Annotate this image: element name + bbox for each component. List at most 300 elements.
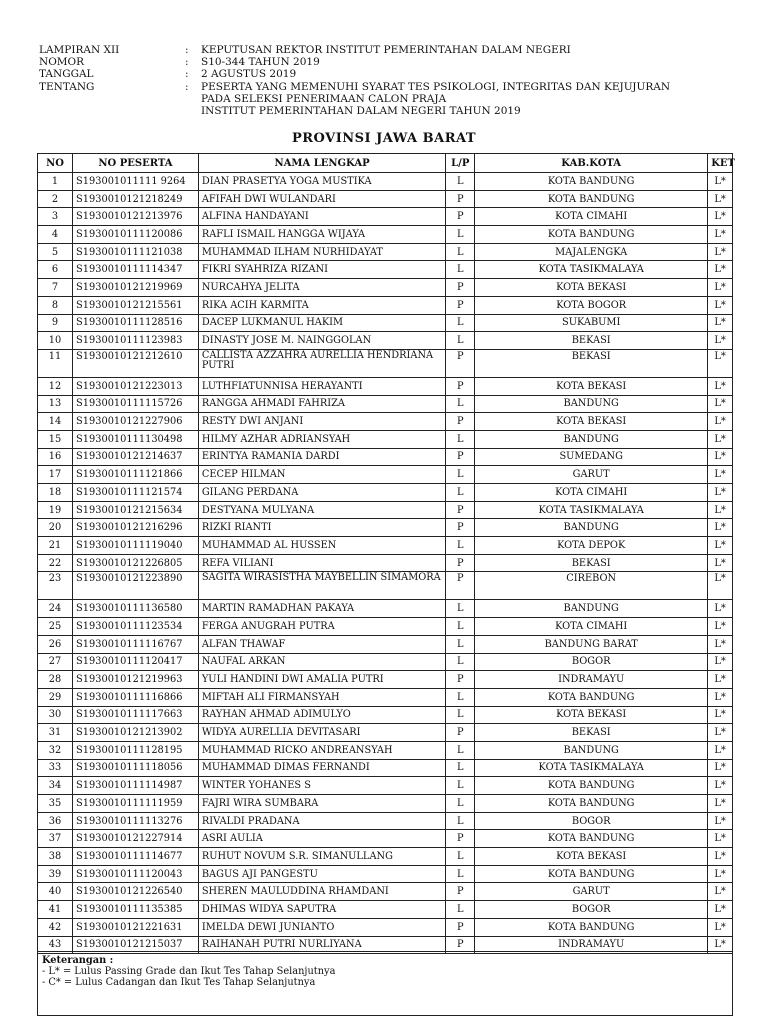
cell-nama: REFA VILIANI	[198, 554, 445, 572]
cell-nama: AFIFAH DWI WULANDARI	[198, 190, 445, 208]
cell-kab-kota: BANDUNG BARAT	[475, 635, 708, 653]
cell-ket: L*	[708, 173, 733, 191]
cell-no: 4	[38, 226, 73, 244]
cell-nama: ALFAN THAWAF	[198, 635, 445, 653]
table-row	[38, 572, 733, 600]
cell-nama: GILANG PERDANA	[198, 484, 445, 502]
cell-nama: RIZKI RIANTI	[198, 519, 445, 537]
cell-nama: DHIMAS WIDYA SAPUTRA	[198, 901, 445, 919]
cell-kab-kota: KOTA BEKASI	[475, 848, 708, 866]
cell-no: 41	[38, 901, 73, 919]
table-row	[38, 349, 733, 377]
cell-no-peserta: S1930010111128195	[73, 741, 199, 759]
cell-ket: L*	[708, 777, 733, 795]
cell-lp: P	[446, 190, 475, 208]
cell-no-peserta: S1930010111121574	[73, 484, 199, 502]
cell-kab-kota: BOGOR	[475, 653, 708, 671]
cell-no-peserta: S1930010121226805	[73, 554, 199, 572]
cell-kab-kota: KOTA BEKASI	[475, 279, 708, 297]
cell-no-peserta: S1930010111121866	[73, 466, 199, 484]
table-row	[38, 688, 733, 706]
cell-nama: NURCAHYA JELITA	[198, 279, 445, 297]
cell-nama: ASRI AULIA	[198, 830, 445, 848]
cell-lp: P	[446, 296, 475, 314]
cell-no: 7	[38, 279, 73, 297]
cell-kab-kota: INDRAMAYU	[475, 671, 708, 689]
cell-no-peserta: S1930010111136580	[73, 600, 199, 618]
table-row	[38, 848, 733, 866]
cell-no: 21	[38, 537, 73, 555]
column-header-ket: KET	[708, 154, 733, 173]
table-row	[38, 466, 733, 484]
header-row-nomor	[39, 56, 739, 68]
table-row	[38, 243, 733, 261]
cell-lp: L	[446, 777, 475, 795]
cell-no: 43	[38, 936, 73, 954]
cell-lp: P	[446, 883, 475, 901]
cell-no-peserta: S1930010121219969	[73, 279, 199, 297]
cell-nama: RIKA ACIH KARMITA	[198, 296, 445, 314]
cell-lp: L	[446, 635, 475, 653]
cell-kab-kota: BEKASI	[475, 724, 708, 742]
cell-no: 33	[38, 759, 73, 777]
table-row	[38, 635, 733, 653]
cell-lp: L	[446, 688, 475, 706]
cell-nama: WIDYA AURELLIA DEVITASARI	[198, 724, 445, 742]
cell-lp: L	[446, 314, 475, 332]
table-row	[38, 519, 733, 537]
cell-lp: P	[446, 936, 475, 954]
cell-no: 24	[38, 600, 73, 618]
cell-kab-kota: KOTA TASIKMALAYA	[475, 261, 708, 279]
cell-nama: LUTHFIATUNNISA HERAYANTI	[198, 377, 445, 395]
cell-no: 9	[38, 314, 73, 332]
cell-nama: RANGGA AHMADI FAHRIZA	[198, 395, 445, 413]
cell-no: 29	[38, 688, 73, 706]
cell-kab-kota: KOTA BANDUNG	[475, 190, 708, 208]
header-row-lampiran	[39, 44, 739, 56]
cell-ket: L*	[708, 830, 733, 848]
cell-ket: L*	[708, 688, 733, 706]
cell-nama: CALLISTA AZZAHRA AURELLIA HENDRIANA PUTRI	[198, 349, 445, 377]
cell-nama: MUHAMMAD ILHAM NURHIDAYAT	[198, 243, 445, 261]
cell-no: 34	[38, 777, 73, 795]
cell-kab-kota: KOTA BEKASI	[475, 377, 708, 395]
cell-no: 38	[38, 848, 73, 866]
cell-ket: L*	[708, 261, 733, 279]
table-row	[38, 554, 733, 572]
cell-kab-kota: MAJALENGKA	[475, 243, 708, 261]
table-body	[38, 173, 733, 954]
cell-lp: L	[446, 332, 475, 350]
cell-lp: P	[446, 208, 475, 226]
cell-no: 25	[38, 618, 73, 636]
cell-nama: DINASTY JOSE M. NAINGGOLAN	[198, 332, 445, 350]
cell-kab-kota: KOTA BEKASI	[475, 413, 708, 431]
cell-kab-kota: KOTA BEKASI	[475, 706, 708, 724]
cell-ket: L*	[708, 653, 733, 671]
cell-kab-kota: INDRAMAYU	[475, 936, 708, 954]
column-header-nama: NAMA LENGKAP	[198, 154, 445, 173]
cell-lp: P	[446, 918, 475, 936]
header-row-tentang	[39, 81, 739, 118]
cell-kab-kota: KOTA BANDUNG	[475, 777, 708, 795]
table-row	[38, 777, 733, 795]
cell-kab-kota: BANDUNG	[475, 519, 708, 537]
header-row-tanggal	[39, 68, 739, 80]
cell-ket: L*	[708, 296, 733, 314]
cell-ket: L*	[708, 519, 733, 537]
cell-ket: L*	[708, 377, 733, 395]
cell-lp: P	[446, 554, 475, 572]
document-header	[39, 44, 739, 117]
cell-lp: P	[446, 830, 475, 848]
table-row	[38, 883, 733, 901]
header-label: TANGGAL	[39, 68, 94, 81]
cell-kab-kota: BANDUNG	[475, 395, 708, 413]
cell-no-peserta: S1930010121215037	[73, 936, 199, 954]
cell-lp: L	[446, 261, 475, 279]
cell-kab-kota: KOTA TASIKMALAYA	[475, 759, 708, 777]
header-colon: :	[185, 80, 189, 93]
cell-lp: L	[446, 812, 475, 830]
cell-no: 27	[38, 653, 73, 671]
cell-lp: P	[446, 413, 475, 431]
cell-kab-kota: BANDUNG	[475, 600, 708, 618]
cell-lp: L	[446, 759, 475, 777]
cell-lp: P	[446, 724, 475, 742]
cell-no: 31	[38, 724, 73, 742]
cell-nama: SHEREN MAULUDDINA RHAMDANI	[198, 883, 445, 901]
table-row	[38, 332, 733, 350]
cell-nama: FIKRI SYAHRIZA RIZANI	[198, 261, 445, 279]
cell-kab-kota: BEKASI	[475, 554, 708, 572]
cell-lp: L	[446, 865, 475, 883]
cell-lp: L	[446, 741, 475, 759]
cell-kab-kota: KOTA BANDUNG	[475, 226, 708, 244]
header-label: LAMPIRAN XII	[39, 44, 120, 56]
table-row	[38, 208, 733, 226]
cell-kab-kota: BEKASI	[475, 332, 708, 350]
cell-no: 37	[38, 830, 73, 848]
cell-no-peserta: S1930010121215634	[73, 501, 199, 519]
cell-kab-kota: BANDUNG	[475, 741, 708, 759]
cell-no-peserta: S1930010121221631	[73, 918, 199, 936]
cell-no-peserta: S1930010111121038	[73, 243, 199, 261]
notes-line: - L* = Lulus Passing Grade dan Ikut Tes Tahap Selanjutnya	[42, 966, 336, 977]
cell-no-peserta: S1930010121219963	[73, 671, 199, 689]
table-row	[38, 653, 733, 671]
cell-lp: L	[446, 795, 475, 813]
table-row	[38, 430, 733, 448]
page-title: PROVINSI JAWA BARAT	[291, 131, 477, 146]
cell-nama: MUHAMMAD RICKO ANDREANSYAH	[198, 741, 445, 759]
cell-lp: P	[446, 448, 475, 466]
cell-no-peserta: S1930010121223890	[73, 572, 199, 600]
cell-nama: MUHAMMAD AL HUSSEN	[198, 537, 445, 555]
cell-no-peserta: S1930010111111959	[73, 795, 199, 813]
cell-nama: RUHUT NOVUM S.R. SIMANULLANG	[198, 848, 445, 866]
cell-no: 35	[38, 795, 73, 813]
cell-no: 8	[38, 296, 73, 314]
cell-ket: L*	[708, 848, 733, 866]
cell-no-peserta: S1930010111120086	[73, 226, 199, 244]
cell-ket: L*	[708, 466, 733, 484]
cell-nama: NAUFAL ARKAN	[198, 653, 445, 671]
cell-lp: L	[446, 430, 475, 448]
cell-no: 42	[38, 918, 73, 936]
cell-kab-kota: KOTA BANDUNG	[475, 865, 708, 883]
cell-kab-kota: BOGOR	[475, 812, 708, 830]
table-row	[38, 671, 733, 689]
cell-kab-kota: KOTA CIMAHI	[475, 208, 708, 226]
cell-lp: L	[446, 243, 475, 261]
cell-no: 15	[38, 430, 73, 448]
cell-no: 23	[38, 572, 73, 600]
header-value: KEPUTUSAN REKTOR INSTITUT PEMERINTAHAN DALAM NEGERI	[201, 44, 571, 56]
cell-lp: L	[446, 466, 475, 484]
cell-ket: L*	[708, 883, 733, 901]
header-value: S10-344 TAHUN 2019	[201, 56, 320, 69]
table-row	[38, 618, 733, 636]
cell-no: 26	[38, 635, 73, 653]
cell-lp: L	[446, 653, 475, 671]
cell-ket: L*	[708, 759, 733, 777]
cell-nama: BAGUS AJI PANGESTU	[198, 865, 445, 883]
table-row	[38, 830, 733, 848]
cell-lp: L	[446, 600, 475, 618]
cell-no-peserta: S1930010121226540	[73, 883, 199, 901]
cell-ket: L*	[708, 332, 733, 350]
cell-no-peserta: S1930010121227906	[73, 413, 199, 431]
column-header-no: NO	[38, 154, 73, 173]
cell-kab-kota: KOTA DEPOK	[475, 537, 708, 555]
cell-no-peserta: S1930010111135385	[73, 901, 199, 919]
cell-kab-kota: CIREBON	[475, 572, 708, 600]
cell-kab-kota: SUKABUMI	[475, 314, 708, 332]
cell-lp: L	[446, 901, 475, 919]
table-row	[38, 314, 733, 332]
cell-no: 16	[38, 448, 73, 466]
table-row	[38, 296, 733, 314]
cell-kab-kota: KOTA BANDUNG	[475, 918, 708, 936]
cell-no: 1	[38, 173, 73, 191]
header-colon: :	[185, 56, 189, 69]
cell-nama: MUHAMMAD DIMAS FERNANDI	[198, 759, 445, 777]
cell-no: 2	[38, 190, 73, 208]
cell-no: 39	[38, 865, 73, 883]
table-row	[38, 190, 733, 208]
cell-no: 13	[38, 395, 73, 413]
cell-no-peserta: S1930010121212610	[73, 349, 199, 377]
column-header-no-peserta: NO PESERTA	[73, 154, 199, 173]
cell-nama: DESTYANA MULYANA	[198, 501, 445, 519]
cell-no: 14	[38, 413, 73, 431]
table-row	[38, 484, 733, 502]
cell-lp: P	[446, 572, 475, 600]
cell-no: 18	[38, 484, 73, 502]
cell-lp: L	[446, 706, 475, 724]
table-row	[38, 741, 733, 759]
table-row	[38, 901, 733, 919]
cell-ket: L*	[708, 936, 733, 954]
tentang-line-3: INSTITUT PEMERINTAHAN DALAM NEGERI TAHUN 2019	[201, 105, 521, 118]
cell-ket: L*	[708, 918, 733, 936]
cell-ket: L*	[708, 635, 733, 653]
cell-no-peserta: S1930010111116866	[73, 688, 199, 706]
cell-ket: L*	[708, 554, 733, 572]
cell-no-peserta: S1930010121213976	[73, 208, 199, 226]
cell-no: 28	[38, 671, 73, 689]
table-row	[38, 377, 733, 395]
cell-no-peserta: S1930010111113276	[73, 812, 199, 830]
table-row	[38, 261, 733, 279]
cell-lp: P	[446, 279, 475, 297]
cell-ket: L*	[708, 724, 733, 742]
cell-ket: L*	[708, 190, 733, 208]
table-row	[38, 501, 733, 519]
cell-kab-kota: GARUT	[475, 466, 708, 484]
table-row	[38, 795, 733, 813]
cell-ket: L*	[708, 279, 733, 297]
header-label: NOMOR	[39, 56, 85, 69]
cell-kab-kota: BEKASI	[475, 349, 708, 377]
cell-ket: L*	[708, 901, 733, 919]
cell-lp: L	[446, 537, 475, 555]
cell-ket: L*	[708, 671, 733, 689]
cell-no-peserta: S1930010111128516	[73, 314, 199, 332]
cell-no-peserta: S1930010111114987	[73, 777, 199, 795]
cell-kab-kota: GARUT	[475, 883, 708, 901]
column-header-lp: L/P	[446, 154, 475, 173]
cell-kab-kota: SUMEDANG	[475, 448, 708, 466]
cell-nama: FERGA ANUGRAH PUTRA	[198, 618, 445, 636]
cell-no: 32	[38, 741, 73, 759]
table-header-row	[38, 154, 733, 173]
cell-no-peserta: S1930010111118056	[73, 759, 199, 777]
cell-nama: WINTER YOHANES S	[198, 777, 445, 795]
cell-no: 6	[38, 261, 73, 279]
cell-no: 22	[38, 554, 73, 572]
cell-ket: L*	[708, 537, 733, 555]
table-row	[38, 918, 733, 936]
cell-kab-kota: KOTA BANDUNG	[475, 795, 708, 813]
cell-no-peserta: S1930010111123983	[73, 332, 199, 350]
table-row	[38, 759, 733, 777]
participant-table	[37, 153, 733, 954]
cell-no: 3	[38, 208, 73, 226]
cell-no-peserta: S1930010111120043	[73, 865, 199, 883]
cell-nama: IMELDA DEWI JUNIANTO	[198, 918, 445, 936]
cell-lp: L	[446, 395, 475, 413]
cell-lp: L	[446, 173, 475, 191]
tentang-line-2: PADA SELEKSI PENERIMAAN CALON PRAJA	[201, 92, 447, 105]
cell-no: 17	[38, 466, 73, 484]
cell-ket: L*	[708, 706, 733, 724]
table-row	[38, 173, 733, 191]
cell-ket: L*	[708, 448, 733, 466]
cell-nama: ERINTYA RAMANIA DARDI	[198, 448, 445, 466]
table-row	[38, 226, 733, 244]
cell-no: 19	[38, 501, 73, 519]
cell-nama: DIAN PRASETYA YOGA MUSTIKA	[198, 173, 445, 191]
cell-lp: L	[446, 226, 475, 244]
cell-ket: L*	[708, 413, 733, 431]
cell-nama: RAFLI ISMAIL HANGGA WIJAYA	[198, 226, 445, 244]
cell-no-peserta: S1930010111114347	[73, 261, 199, 279]
header-colon: :	[185, 68, 189, 81]
cell-lp: L	[446, 484, 475, 502]
cell-no-peserta: S1930010111123534	[73, 618, 199, 636]
cell-ket: L*	[708, 600, 733, 618]
cell-lp: P	[446, 671, 475, 689]
cell-no-peserta: S1930010121223013	[73, 377, 199, 395]
cell-ket: L*	[708, 741, 733, 759]
cell-nama: ALFINA HANDAYANI	[198, 208, 445, 226]
header-value	[201, 81, 739, 118]
cell-ket: L*	[708, 243, 733, 261]
cell-ket: L*	[708, 349, 733, 377]
cell-nama: HILMY AZHAR ADRIANSYAH	[198, 430, 445, 448]
cell-ket: L*	[708, 501, 733, 519]
table-row	[38, 865, 733, 883]
cell-lp: L	[446, 618, 475, 636]
cell-ket: L*	[708, 865, 733, 883]
cell-nama: RAIHANAH PUTRI NURLIYANA	[198, 936, 445, 954]
cell-no-peserta: S1930010111115726	[73, 395, 199, 413]
cell-no: 5	[38, 243, 73, 261]
cell-nama: RAYHAN AHMAD ADIMULYO	[198, 706, 445, 724]
table-row	[38, 279, 733, 297]
cell-no-peserta: S1930010121216296	[73, 519, 199, 537]
cell-no-peserta: S1930010121213902	[73, 724, 199, 742]
cell-lp: L	[446, 848, 475, 866]
cell-no-peserta: S1930010121218249	[73, 190, 199, 208]
header-colon: :	[185, 44, 189, 56]
tentang-line-1: PESERTA YANG MEMENUHI SYARAT TES PSIKOLOGI, INTEGRITAS DAN KEJUJURAN	[201, 80, 671, 93]
table-row	[38, 600, 733, 618]
cell-lp: P	[446, 519, 475, 537]
header-value: 2 AGUSTUS 2019	[201, 68, 297, 81]
table-row	[38, 706, 733, 724]
cell-no: 20	[38, 519, 73, 537]
cell-kab-kota: KOTA BANDUNG	[475, 830, 708, 848]
cell-nama: MARTIN RAMADHAN PAKAYA	[198, 600, 445, 618]
table-row	[38, 724, 733, 742]
cell-ket: L*	[708, 430, 733, 448]
cell-ket: L*	[708, 314, 733, 332]
cell-no-peserta: S1930010111119040	[73, 537, 199, 555]
cell-no: 11	[38, 349, 73, 377]
table-row	[38, 448, 733, 466]
notes-box	[37, 951, 733, 1016]
cell-nama: YULI HANDINI DWI AMALIA PUTRI	[198, 671, 445, 689]
cell-lp: P	[446, 501, 475, 519]
cell-kab-kota: BOGOR	[475, 901, 708, 919]
cell-no-peserta: S1930010121227914	[73, 830, 199, 848]
cell-nama: CECEP HILMAN	[198, 466, 445, 484]
cell-ket: L*	[708, 618, 733, 636]
column-header-kab-kota: KAB.KOTA	[475, 154, 708, 173]
cell-no-peserta: S193001011111 9264	[73, 173, 199, 191]
cell-lp: P	[446, 377, 475, 395]
cell-kab-kota: KOTA CIMAHI	[475, 618, 708, 636]
cell-kab-kota: KOTA BOGOR	[475, 296, 708, 314]
table-row	[38, 537, 733, 555]
cell-kab-kota: KOTA TASIKMALAYA	[475, 501, 708, 519]
cell-no: 36	[38, 812, 73, 830]
cell-ket: L*	[708, 395, 733, 413]
